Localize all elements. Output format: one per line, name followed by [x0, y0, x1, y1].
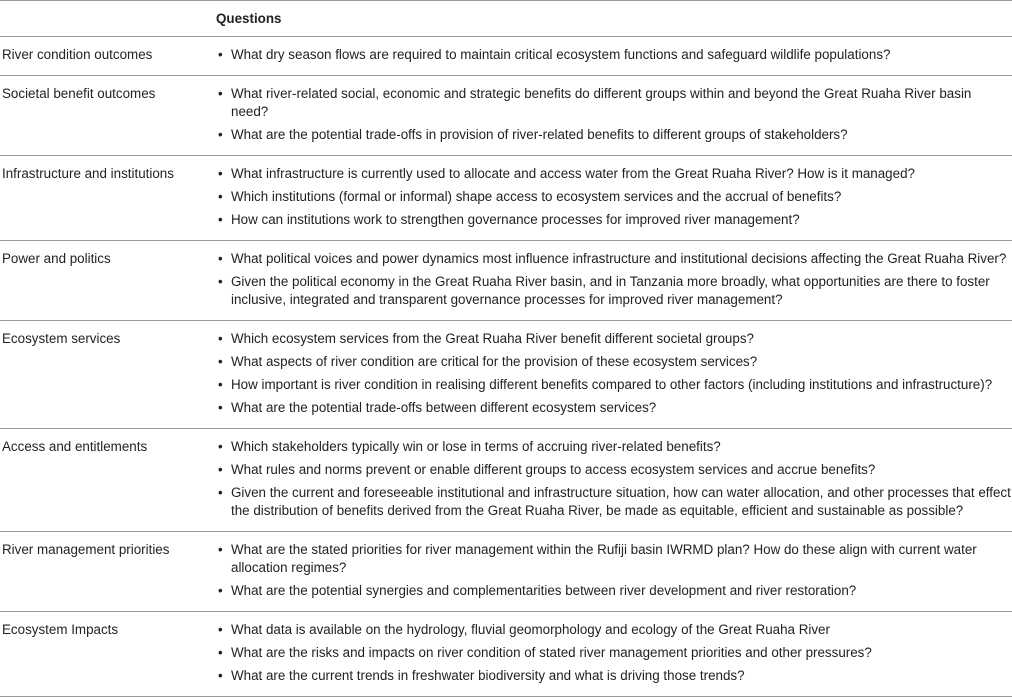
bullet-icon: • [218, 86, 223, 101]
row-category: River management priorities [2, 542, 170, 557]
bullet-icon: • [218, 622, 223, 637]
row-questions [216, 37, 1012, 76]
question-list [216, 621, 1012, 685]
bullet-icon: • [218, 189, 223, 204]
question-text: Which institutions (formal or informal) shape access to ecosystem services and the accrual of benefits? [231, 189, 842, 204]
question-item [216, 126, 1012, 144]
table-row [0, 156, 1012, 241]
question-text: What are the potential trade-offs in provision of river-related benefits to different groups of stakeholders? [231, 127, 848, 142]
row-questions [216, 429, 1012, 532]
bullet-icon: • [218, 377, 223, 392]
question-text: How can institutions work to strengthen governance processes for improved river management? [231, 212, 800, 227]
row-questions [216, 241, 1012, 321]
bullet-icon: • [218, 274, 223, 289]
row-questions [216, 321, 1012, 429]
question-item [216, 461, 1012, 479]
table-body [0, 37, 1012, 697]
question-item [216, 188, 1012, 206]
row-category: Access and entitlements [2, 439, 148, 454]
header-row [0, 1, 1012, 37]
bullet-icon: • [218, 400, 223, 415]
table-row [0, 37, 1012, 76]
question-text: Given the political economy in the Great Ruaha River basin, and in Tanzania more broadly, what opportunities are there to foster inclusive, integrated and transparent governance processes for improved river management? [231, 274, 990, 307]
row-category: Ecosystem Impacts [2, 622, 119, 637]
question-item [216, 85, 1012, 121]
bullet-icon: • [218, 542, 223, 557]
question-item [216, 484, 1012, 520]
row-category: Ecosystem services [2, 331, 121, 346]
table-row [0, 532, 1012, 612]
question-text: Which stakeholders typically win or lose in terms of accruing river-related benefits? [231, 439, 721, 454]
question-text: How important is river condition in realising different benefits compared to other factors (including institutions and infrastructure)? [231, 377, 993, 392]
row-questions [216, 76, 1012, 156]
question-text: What rules and norms prevent or enable different groups to access ecosystem services and accrue benefits? [231, 462, 876, 477]
question-item [216, 399, 1012, 417]
table-row [0, 429, 1012, 532]
bullet-icon: • [218, 212, 223, 227]
bullet-icon: • [218, 47, 223, 62]
question-item [216, 250, 1012, 268]
question-item [216, 621, 1012, 639]
row-questions [216, 532, 1012, 612]
header-questions: Questions [216, 11, 282, 26]
question-text: What are the potential synergies and complementarities between river development and river restoration? [231, 583, 857, 598]
bullet-icon: • [218, 166, 223, 181]
question-item [216, 376, 1012, 394]
bullet-icon: • [218, 127, 223, 142]
bullet-icon: • [218, 668, 223, 683]
question-item [216, 667, 1012, 685]
bullet-icon: • [218, 462, 223, 477]
question-list [216, 85, 1012, 144]
row-category: Power and politics [2, 251, 111, 266]
table-row [0, 321, 1012, 429]
question-item [216, 582, 1012, 600]
question-text: What are the stated priorities for river management within the Rufiji basin IWRMD plan? How do these align with current water allocation regimes? [231, 542, 977, 575]
question-item [216, 46, 1012, 64]
question-text: What political voices and power dynamics most influence infrastructure and institutional decisions affecting the Great Ruaha River? [231, 251, 1007, 266]
table-row [0, 241, 1012, 321]
question-list [216, 541, 1012, 600]
question-list [216, 438, 1012, 520]
question-item [216, 165, 1012, 183]
question-item [216, 330, 1012, 348]
row-category: Societal benefit outcomes [2, 86, 156, 101]
bullet-icon: • [218, 439, 223, 454]
header-category [0, 1, 216, 37]
row-category: River condition outcomes [2, 47, 153, 62]
row-questions [216, 612, 1012, 697]
question-text: What dry season flows are required to maintain critical ecosystem functions and safeguard wildlife populations? [231, 47, 891, 62]
row-category: Infrastructure and institutions [2, 166, 174, 181]
question-list [216, 46, 1012, 64]
question-text: What are the risks and impacts on river condition of stated river management priorities and other pressures? [231, 645, 872, 660]
question-list [216, 165, 1012, 229]
question-item [216, 273, 1012, 309]
bullet-icon: • [218, 354, 223, 369]
bullet-icon: • [218, 645, 223, 660]
question-list [216, 250, 1012, 309]
bullet-icon: • [218, 485, 223, 500]
bullet-icon: • [218, 583, 223, 598]
question-item [216, 644, 1012, 662]
question-item [216, 438, 1012, 456]
question-item [216, 541, 1012, 577]
table-row [0, 612, 1012, 697]
question-text: What are the current trends in freshwater biodiversity and what is driving those trends? [231, 668, 745, 683]
row-questions [216, 156, 1012, 241]
question-text: What aspects of river condition are critical for the provision of these ecosystem services? [231, 354, 758, 369]
bullet-icon: • [218, 331, 223, 346]
question-item [216, 211, 1012, 229]
question-text: Which ecosystem services from the Great Ruaha River benefit different societal groups? [231, 331, 754, 346]
question-item [216, 353, 1012, 371]
question-text: What infrastructure is currently used to allocate and access water from the Great Ruaha River? How is it managed? [231, 166, 915, 181]
table-row [0, 76, 1012, 156]
question-text: What are the potential trade-offs between different ecosystem services? [231, 400, 657, 415]
question-text: What data is available on the hydrology, fluvial geomorphology and ecology of the Great Ruaha River [231, 622, 830, 637]
question-list [216, 330, 1012, 417]
bullet-icon: • [218, 251, 223, 266]
question-text: What river-related social, economic and strategic benefits do different groups within and beyond the Great Ruaha River basin need? [231, 86, 972, 119]
question-text: Given the current and foreseeable institutional and infrastructure situation, how can water allocation, and other processes that effect the distribution of benefits derived from the Great Ruaha River, be made as equitable, efficient and sustainable as possible? [231, 485, 1011, 518]
